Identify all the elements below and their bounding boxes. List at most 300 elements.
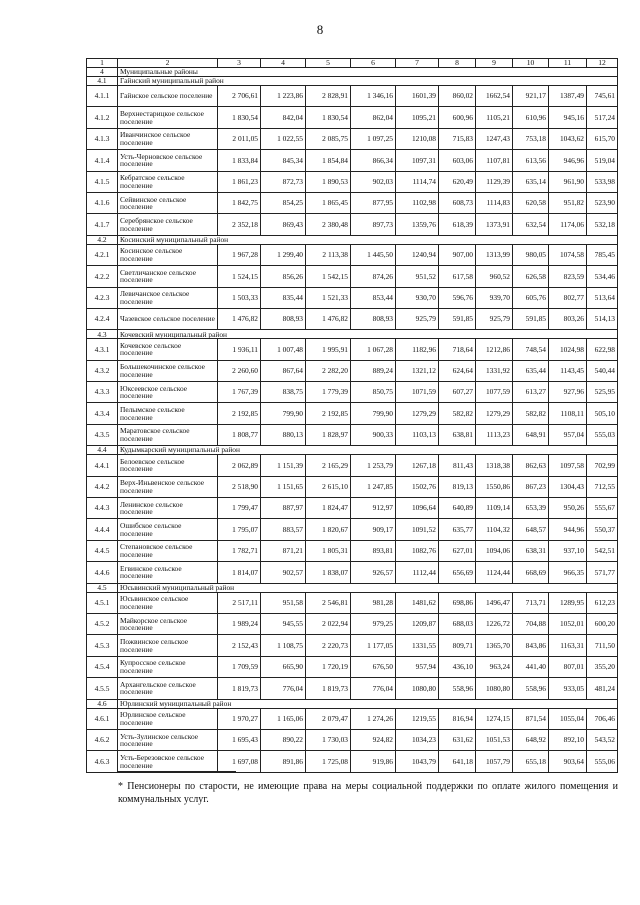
value-cell: 921,17 [513, 86, 549, 107]
value-cell: 1 223,86 [261, 86, 306, 107]
value-cell: 514,13 [587, 308, 618, 329]
value-cell: 1 936,11 [218, 339, 261, 360]
value-cell: 1 808,77 [218, 424, 261, 445]
row-code: 4.1.4 [87, 150, 118, 171]
value-cell: 937,10 [549, 540, 587, 561]
row-code: 4.4.2 [87, 476, 118, 497]
table-row [87, 476, 618, 497]
value-cell: 945,16 [549, 107, 587, 128]
value-cell: 2 192,85 [306, 403, 351, 424]
value-cell: 957,94 [396, 656, 439, 677]
value-cell: 632,54 [513, 214, 549, 235]
row-code: 4.4.5 [87, 540, 118, 561]
value-cell: 543,52 [587, 729, 618, 750]
section-title: Юрлинский муниципальный район [118, 699, 618, 708]
value-cell: 819,13 [439, 476, 476, 497]
value-cell: 902,03 [351, 171, 396, 192]
value-cell: 542,51 [587, 540, 618, 561]
table-row [87, 613, 618, 634]
value-cell: 1112,44 [396, 562, 439, 583]
value-cell: 927,96 [549, 382, 587, 403]
value-cell: 1 165,06 [261, 708, 306, 729]
settlement-name: Серебрянское сельское поселение [118, 214, 218, 235]
column-header: 5 [306, 59, 351, 68]
value-cell: 600,20 [587, 613, 618, 634]
value-cell: 523,90 [587, 192, 618, 213]
value-cell: 1289,95 [549, 592, 587, 613]
value-cell: 1102,98 [396, 192, 439, 213]
value-cell: 2 220,73 [306, 635, 351, 656]
table-row [87, 729, 618, 750]
value-cell: 668,69 [513, 562, 549, 583]
row-code: 4 [87, 68, 118, 77]
value-cell: 1 299,40 [261, 244, 306, 265]
table-row [87, 751, 618, 772]
table-row [87, 403, 618, 424]
value-cell: 1 767,39 [218, 382, 261, 403]
table-row [87, 540, 618, 561]
settlement-name: Майкорское сельское поселение [118, 613, 218, 634]
table-row [87, 708, 618, 729]
value-cell: 1240,94 [396, 244, 439, 265]
table-row [87, 128, 618, 149]
value-cell: 441,40 [513, 656, 549, 677]
value-cell: 718,64 [439, 339, 476, 360]
value-cell: 850,75 [351, 382, 396, 403]
row-code: 4.5.2 [87, 613, 118, 634]
value-cell: 979,25 [351, 613, 396, 634]
value-cell: 872,73 [261, 171, 306, 192]
value-cell: 1212,86 [476, 339, 513, 360]
section-title: Кудымкарский муниципальный район [118, 446, 618, 455]
value-cell: 1279,29 [476, 403, 513, 424]
value-cell: 802,77 [549, 287, 587, 308]
section-title: Гайнский муниципальный район [118, 77, 618, 86]
value-cell: 596,76 [439, 287, 476, 308]
value-cell: 2 113,38 [306, 244, 351, 265]
value-cell: 909,17 [351, 519, 396, 540]
value-cell: 1074,58 [549, 244, 587, 265]
value-cell: 1321,12 [396, 360, 439, 381]
value-cell: 582,82 [439, 403, 476, 424]
value-cell: 1091,52 [396, 519, 439, 540]
value-cell: 1 521,33 [306, 287, 351, 308]
row-code: 4.6.2 [87, 729, 118, 750]
value-cell: 1057,79 [476, 751, 513, 772]
table-row [87, 171, 618, 192]
row-code: 4.3 [87, 330, 118, 339]
value-cell: 1071,59 [396, 382, 439, 403]
value-cell: 890,22 [261, 729, 306, 750]
value-cell: 1 814,07 [218, 562, 261, 583]
value-cell: 712,55 [587, 476, 618, 497]
value-cell: 1107,81 [476, 150, 513, 171]
column-header: 12 [587, 59, 618, 68]
value-cell: 1052,01 [549, 613, 587, 634]
value-cell: 1 865,45 [306, 192, 351, 213]
settlement-name: Верхнестарицкое сельское поселение [118, 107, 218, 128]
settlement-name: Степановское сельское поселение [118, 540, 218, 561]
row-code: 4.4.4 [87, 519, 118, 540]
row-code: 4.2 [87, 235, 118, 244]
column-header: 7 [396, 59, 439, 68]
value-cell: 799,90 [261, 403, 306, 424]
value-cell: 481,24 [587, 678, 618, 699]
value-cell: 1163,31 [549, 635, 587, 656]
section-row [87, 446, 618, 455]
value-cell: 620,49 [439, 171, 476, 192]
value-cell: 1496,47 [476, 592, 513, 613]
settlement-name: Светличанское сельское поселение [118, 266, 218, 287]
value-cell: 880,13 [261, 424, 306, 445]
value-cell: 519,04 [587, 150, 618, 171]
value-cell: 803,26 [549, 308, 587, 329]
value-cell: 648,91 [513, 424, 549, 445]
value-cell: 534,46 [587, 266, 618, 287]
table-row [87, 244, 618, 265]
value-cell: 945,55 [261, 613, 306, 634]
settlement-name: Кочевское сельское поселение [118, 339, 218, 360]
value-cell: 641,18 [439, 751, 476, 772]
value-cell: 607,27 [439, 382, 476, 403]
value-cell: 656,69 [439, 562, 476, 583]
value-cell: 951,82 [549, 192, 587, 213]
value-cell: 1 709,59 [218, 656, 261, 677]
value-cell: 1 779,39 [306, 382, 351, 403]
value-cell: 785,45 [587, 244, 618, 265]
settlement-name: Пелымское сельское поселение [118, 403, 218, 424]
value-cell: 925,79 [396, 308, 439, 329]
value-cell: 550,37 [587, 519, 618, 540]
value-cell: 1 725,08 [306, 751, 351, 772]
table-row [87, 519, 618, 540]
row-code: 4.3.3 [87, 382, 118, 403]
value-cell: 605,76 [513, 287, 549, 308]
value-cell: 1 805,31 [306, 540, 351, 561]
value-cell: 1 824,47 [306, 498, 351, 519]
settlement-name: Юксеевское сельское поселение [118, 382, 218, 403]
value-cell: 1318,38 [476, 455, 513, 476]
value-cell: 842,04 [261, 107, 306, 128]
value-cell: 613,56 [513, 150, 549, 171]
settlement-name: Юсьвинское сельское поселение [118, 592, 218, 613]
value-cell: 2 152,43 [218, 635, 261, 656]
value-cell: 517,24 [587, 107, 618, 128]
value-cell: 1 830,54 [218, 107, 261, 128]
value-cell: 1 007,48 [261, 339, 306, 360]
column-header: 4 [261, 59, 306, 68]
section-title: Муниципальные районы [118, 68, 618, 77]
value-cell: 1 274,26 [351, 708, 396, 729]
value-cell: 540,44 [587, 360, 618, 381]
value-cell: 845,34 [261, 150, 306, 171]
row-code: 4.3.5 [87, 424, 118, 445]
value-cell: 1 022,55 [261, 128, 306, 149]
value-cell: 933,05 [549, 678, 587, 699]
column-header: 9 [476, 59, 513, 68]
value-cell: 1108,11 [549, 403, 587, 424]
settlement-name: Верх-Иньвенское сельское поселение [118, 476, 218, 497]
table-row [87, 455, 618, 476]
value-cell: 1043,79 [396, 751, 439, 772]
table-row [87, 339, 618, 360]
table-row [87, 107, 618, 128]
value-cell: 665,90 [261, 656, 306, 677]
value-cell: 856,26 [261, 266, 306, 287]
value-cell: 853,44 [351, 287, 396, 308]
value-cell: 627,01 [439, 540, 476, 561]
value-cell: 1034,23 [396, 729, 439, 750]
table-row [87, 266, 618, 287]
section-row [87, 77, 618, 86]
value-cell: 1 476,82 [306, 308, 351, 329]
value-cell: 944,96 [549, 519, 587, 540]
value-cell: 1 067,28 [351, 339, 396, 360]
section-row [87, 68, 618, 77]
value-cell: 638,31 [513, 540, 549, 561]
value-cell: 924,82 [351, 729, 396, 750]
section-row [87, 330, 618, 339]
value-cell: 525,95 [587, 382, 618, 403]
value-cell: 808,93 [261, 308, 306, 329]
value-cell: 1114,74 [396, 171, 439, 192]
value-cell: 1219,55 [396, 708, 439, 729]
section-title: Косинский муниципальный район [118, 235, 618, 244]
value-cell: 1104,32 [476, 519, 513, 540]
settlement-name: Чазевское сельское поселение [118, 308, 218, 329]
settlement-name: Юрлинское сельское поселение [118, 708, 218, 729]
value-cell: 591,85 [513, 308, 549, 329]
value-cell: 867,64 [261, 360, 306, 381]
value-cell: 2 352,18 [218, 214, 261, 235]
value-cell: 558,96 [513, 678, 549, 699]
value-cell: 2 517,11 [218, 592, 261, 613]
value-cell: 2 079,47 [306, 708, 351, 729]
value-cell: 1114,83 [476, 192, 513, 213]
value-cell: 900,33 [351, 424, 396, 445]
value-cell: 635,77 [439, 519, 476, 540]
value-cell: 1 782,71 [218, 540, 261, 561]
value-cell: 919,86 [351, 751, 396, 772]
value-cell: 1 995,91 [306, 339, 351, 360]
value-cell: 1113,23 [476, 424, 513, 445]
settlement-name: Купросское сельское поселение [118, 656, 218, 677]
table-body [87, 59, 618, 773]
value-cell: 582,82 [513, 403, 549, 424]
section-row [87, 235, 618, 244]
value-cell: 799,90 [351, 403, 396, 424]
value-cell: 1 967,28 [218, 244, 261, 265]
value-cell: 963,24 [476, 656, 513, 677]
value-cell: 603,06 [439, 150, 476, 171]
settlement-name: Пожвинское сельское поселение [118, 635, 218, 656]
value-cell: 874,26 [351, 266, 396, 287]
value-cell: 706,46 [587, 708, 618, 729]
value-cell: 939,70 [476, 287, 513, 308]
row-code: 4.1.5 [87, 171, 118, 192]
table-row [87, 192, 618, 213]
value-cell: 1 970,27 [218, 708, 261, 729]
column-number-row [87, 59, 618, 68]
value-cell: 2 022,94 [306, 613, 351, 634]
value-cell: 1 890,53 [306, 171, 351, 192]
value-cell: 1143,45 [549, 360, 587, 381]
value-cell: 912,97 [351, 498, 396, 519]
value-cell: 1210,08 [396, 128, 439, 149]
value-cell: 1097,58 [549, 455, 587, 476]
value-cell: 889,24 [351, 360, 396, 381]
section-title: Кочевский муниципальный район [118, 330, 618, 339]
value-cell: 892,10 [549, 729, 587, 750]
value-cell: 436,10 [439, 656, 476, 677]
row-code: 4.5.1 [87, 592, 118, 613]
value-cell: 862,04 [351, 107, 396, 128]
value-cell: 871,21 [261, 540, 306, 561]
value-cell: 893,81 [351, 540, 396, 561]
value-cell: 1 819,73 [218, 678, 261, 699]
table-row [87, 382, 618, 403]
value-cell: 960,52 [476, 266, 513, 287]
value-cell: 1 097,25 [351, 128, 396, 149]
table-row [87, 656, 618, 677]
value-cell: 1 828,97 [306, 424, 351, 445]
value-cell: 1 524,15 [218, 266, 261, 287]
settlement-name: Усть-Березовское сельское поселение [118, 751, 218, 772]
value-cell: 1124,44 [476, 562, 513, 583]
value-cell: 653,39 [513, 498, 549, 519]
table-row [87, 562, 618, 583]
row-code: 4.4.3 [87, 498, 118, 519]
value-cell: 688,03 [439, 613, 476, 634]
row-code: 4.5.3 [87, 635, 118, 656]
value-cell: 966,35 [549, 562, 587, 583]
value-cell: 2 165,29 [306, 455, 351, 476]
row-code: 4.1.6 [87, 192, 118, 213]
settlement-name: Гайнское сельское поселение [118, 86, 218, 107]
settlement-name: Левичанское сельское поселение [118, 287, 218, 308]
settlement-name: Кебратское сельское поселение [118, 171, 218, 192]
settlement-name: Усть-Черновское сельское поселение [118, 150, 218, 171]
value-cell: 776,04 [261, 678, 306, 699]
settlement-name: Большекочинское сельское поселение [118, 360, 218, 381]
value-cell: 2 615,10 [306, 476, 351, 497]
section-title: Юсьвинский муниципальный район [118, 583, 618, 592]
value-cell: 1 861,23 [218, 171, 261, 192]
value-cell: 638,81 [439, 424, 476, 445]
value-cell: 1 795,07 [218, 519, 261, 540]
value-cell: 951,52 [396, 266, 439, 287]
settlement-name: Усть-Зулинское сельское поселение [118, 729, 218, 750]
value-cell: 753,18 [513, 128, 549, 149]
value-cell: 1274,15 [476, 708, 513, 729]
value-cell: 1051,53 [476, 729, 513, 750]
value-cell: 1080,80 [396, 678, 439, 699]
value-cell: 648,57 [513, 519, 549, 540]
value-cell: 1662,54 [476, 86, 513, 107]
value-cell: 891,86 [261, 751, 306, 772]
table-row [87, 150, 618, 171]
value-cell: 808,93 [351, 308, 396, 329]
column-header: 2 [118, 59, 218, 68]
value-cell: 862,63 [513, 455, 549, 476]
row-code: 4.1.7 [87, 214, 118, 235]
row-code: 4.6.1 [87, 708, 118, 729]
value-cell: 1080,80 [476, 678, 513, 699]
value-cell: 704,88 [513, 613, 549, 634]
value-cell: 698,86 [439, 592, 476, 613]
value-cell: 571,77 [587, 562, 618, 583]
column-header: 11 [549, 59, 587, 68]
value-cell: 635,44 [513, 360, 549, 381]
settlement-name: Ленинское сельское поселение [118, 498, 218, 519]
value-cell: 624,64 [439, 360, 476, 381]
value-cell: 1 730,03 [306, 729, 351, 750]
row-code: 4.1.2 [87, 107, 118, 128]
value-cell: 1 989,24 [218, 613, 261, 634]
value-cell: 1 346,16 [351, 86, 396, 107]
value-cell: 776,04 [351, 678, 396, 699]
value-cell: 1 542,15 [306, 266, 351, 287]
value-cell: 1 720,19 [306, 656, 351, 677]
value-cell: 617,58 [439, 266, 476, 287]
value-cell: 2 192,85 [218, 403, 261, 424]
value-cell: 854,25 [261, 192, 306, 213]
value-cell: 1331,55 [396, 635, 439, 656]
value-cell: 711,50 [587, 635, 618, 656]
value-cell: 1 842,75 [218, 192, 261, 213]
value-cell: 640,89 [439, 498, 476, 519]
row-code: 4.5 [87, 583, 118, 592]
value-cell: 612,23 [587, 592, 618, 613]
value-cell: 1550,86 [476, 476, 513, 497]
value-cell: 2 011,05 [218, 128, 261, 149]
value-cell: 1365,70 [476, 635, 513, 656]
value-cell: 505,10 [587, 403, 618, 424]
value-cell: 1096,64 [396, 498, 439, 519]
value-cell: 902,57 [261, 562, 306, 583]
table-row [87, 424, 618, 445]
value-cell: 620,58 [513, 192, 549, 213]
value-cell: 1304,43 [549, 476, 587, 497]
value-cell: 1105,21 [476, 107, 513, 128]
value-cell: 635,14 [513, 171, 549, 192]
value-cell: 926,57 [351, 562, 396, 583]
value-cell: 1097,31 [396, 150, 439, 171]
page-number: 8 [316, 22, 324, 37]
table-row [87, 287, 618, 308]
value-cell: 907,00 [439, 244, 476, 265]
value-cell: 2 085,75 [306, 128, 351, 149]
row-code: 4.2.1 [87, 244, 118, 265]
value-cell: 807,01 [549, 656, 587, 677]
value-cell: 626,58 [513, 266, 549, 287]
value-cell: 838,75 [261, 382, 306, 403]
value-cell: 930,70 [396, 287, 439, 308]
value-cell: 613,27 [513, 382, 549, 403]
value-cell: 1331,92 [476, 360, 513, 381]
value-cell: 816,94 [439, 708, 476, 729]
value-cell: 532,18 [587, 214, 618, 235]
value-cell: 1 151,39 [261, 455, 306, 476]
row-code: 4.2.2 [87, 266, 118, 287]
value-cell: 961,90 [549, 171, 587, 192]
value-cell: 2 380,48 [306, 214, 351, 235]
value-cell: 951,58 [261, 592, 306, 613]
value-cell: 2 518,90 [218, 476, 261, 497]
value-cell: 835,44 [261, 287, 306, 308]
value-cell: 1267,18 [396, 455, 439, 476]
row-code: 4.1.3 [87, 128, 118, 149]
